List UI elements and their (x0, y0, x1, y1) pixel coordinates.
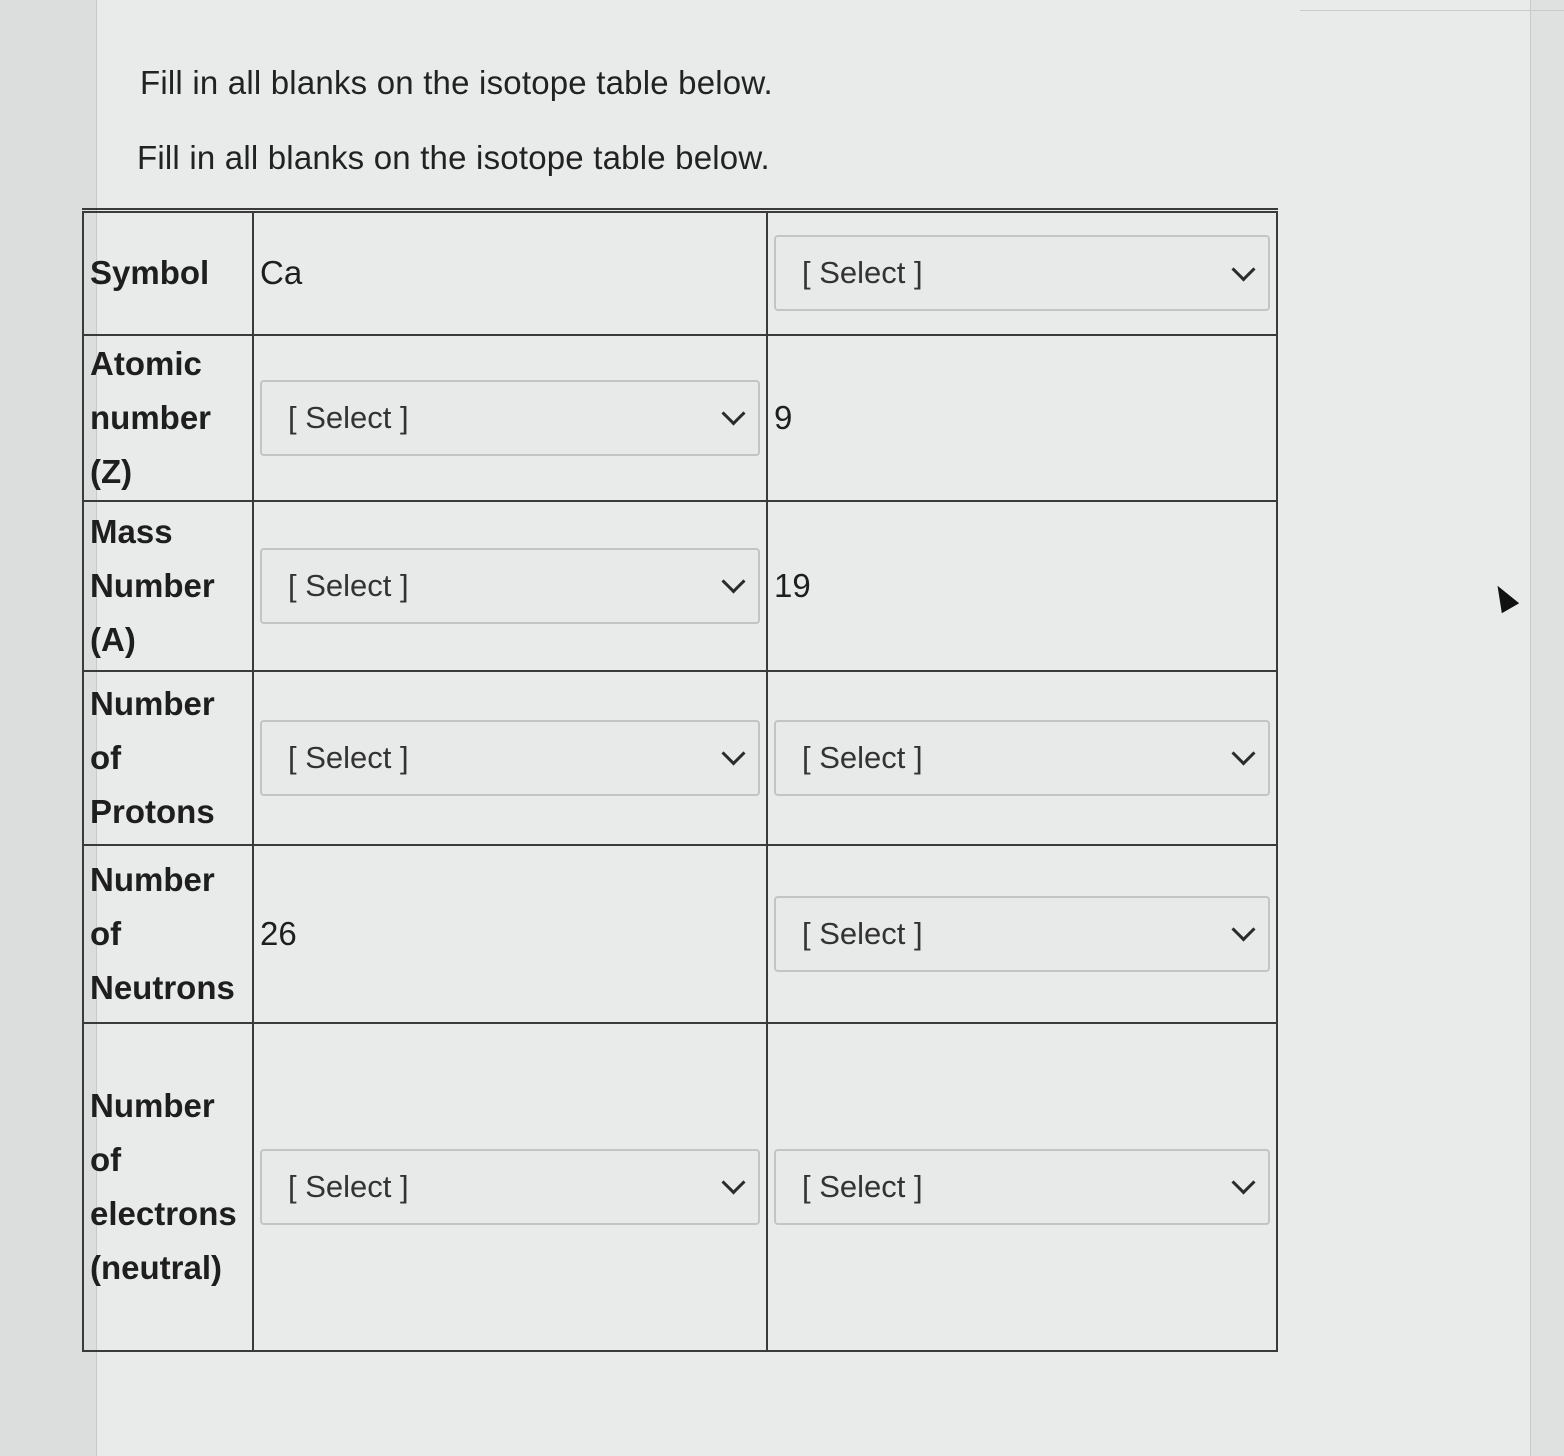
table-row-mass-number (83, 501, 1277, 671)
electrons-select-isotope1[interactable] (260, 1149, 760, 1225)
instruction-text: Fill in all blanks on the isotope table below. (140, 64, 773, 101)
table-row-atomic-number (83, 335, 1277, 501)
cell-value: Ca (253, 211, 767, 335)
atomic-number-select-isotope1[interactable] (260, 380, 760, 456)
select-placeholder: [ Select ] (802, 739, 923, 775)
protons-select-isotope1[interactable] (260, 720, 760, 796)
chevron-down-icon (721, 741, 745, 765)
neutrons-select-isotope2[interactable] (774, 896, 1270, 972)
isotope-table (82, 208, 1278, 1352)
question-text: Fill in all blanks on the isotope table below. (137, 139, 770, 176)
chevron-down-icon (721, 1170, 745, 1194)
symbol-select-isotope2[interactable] (774, 235, 1270, 311)
page-scroll-strip (1530, 0, 1564, 1456)
chevron-down-icon (721, 401, 745, 425)
select-placeholder: [ Select ] (802, 915, 923, 951)
select-placeholder: [ Select ] (288, 567, 409, 603)
chevron-down-icon (1231, 1170, 1255, 1194)
row-label-neutrons: Number of Neutrons (83, 845, 253, 1023)
chevron-down-icon (1231, 741, 1255, 765)
chevron-down-icon (1231, 257, 1255, 281)
top-divider (1300, 10, 1564, 11)
mass-number-select-isotope1[interactable] (260, 548, 760, 624)
select-placeholder: [ Select ] (802, 255, 923, 291)
chevron-down-icon (721, 569, 745, 593)
cell-value: 26 (253, 845, 767, 1023)
row-label-electrons: Number of electrons (neutral) (83, 1023, 253, 1351)
table-row-electrons (83, 1023, 1277, 1351)
select-placeholder: [ Select ] (288, 399, 409, 435)
protons-select-isotope2[interactable] (774, 720, 1270, 796)
chevron-down-icon (1231, 917, 1255, 941)
cell-value: 19 (767, 501, 1277, 671)
select-placeholder: [ Select ] (288, 1168, 409, 1204)
row-label-protons: Number of Protons (83, 671, 253, 845)
table-row-symbol (83, 211, 1277, 335)
select-placeholder: [ Select ] (802, 1168, 923, 1204)
row-label-atomic-number: Atomic number (Z) (83, 335, 253, 501)
row-label-mass-number: Mass Number (A) (83, 501, 253, 671)
table-row-neutrons (83, 845, 1277, 1023)
cell-value: 9 (767, 335, 1277, 501)
electrons-select-isotope2[interactable] (774, 1149, 1270, 1225)
table-row-protons (83, 671, 1277, 845)
select-placeholder: [ Select ] (288, 739, 409, 775)
row-label-symbol: Symbol (83, 211, 253, 335)
